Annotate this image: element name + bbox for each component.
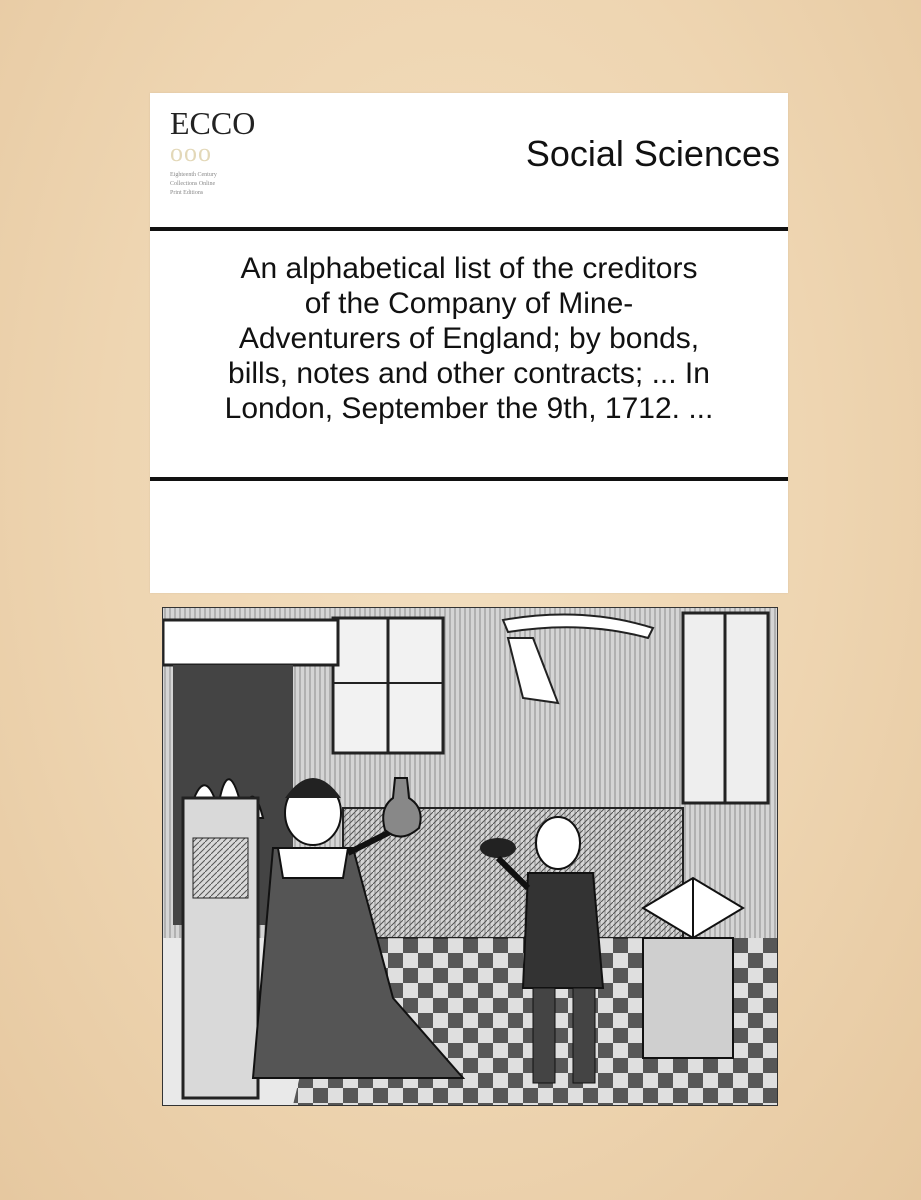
title-line: bills, notes and other contracts; ... In bbox=[228, 357, 710, 390]
title-line: Adventurers of England; by bonds, bbox=[238, 322, 700, 355]
publisher-logo bbox=[170, 105, 265, 223]
logo-echo-mark: ooo bbox=[170, 138, 212, 167]
book-title bbox=[150, 251, 788, 426]
logo-caption-line: Print Editions bbox=[170, 190, 204, 196]
logo-caption-line: Eighteenth Century bbox=[170, 172, 217, 178]
logo-mark bbox=[170, 105, 265, 141]
window-icon bbox=[333, 618, 443, 753]
logo-text: ECCO bbox=[170, 105, 256, 141]
title-line: London, September the 9th, 1712. ... bbox=[224, 392, 714, 425]
open-book-icon bbox=[643, 878, 743, 1058]
logo-caption bbox=[170, 171, 265, 198]
top-divider bbox=[150, 227, 788, 231]
title-line: of the Company of Mine- bbox=[304, 287, 634, 320]
title-line: An alphabetical list of the creditors bbox=[240, 252, 698, 285]
bottom-divider bbox=[150, 477, 788, 481]
category-label: Social Sciences bbox=[525, 133, 780, 174]
cover-panel bbox=[150, 93, 788, 593]
cover-illustration bbox=[162, 607, 778, 1106]
logo-caption-line: Collections Online bbox=[170, 181, 216, 187]
